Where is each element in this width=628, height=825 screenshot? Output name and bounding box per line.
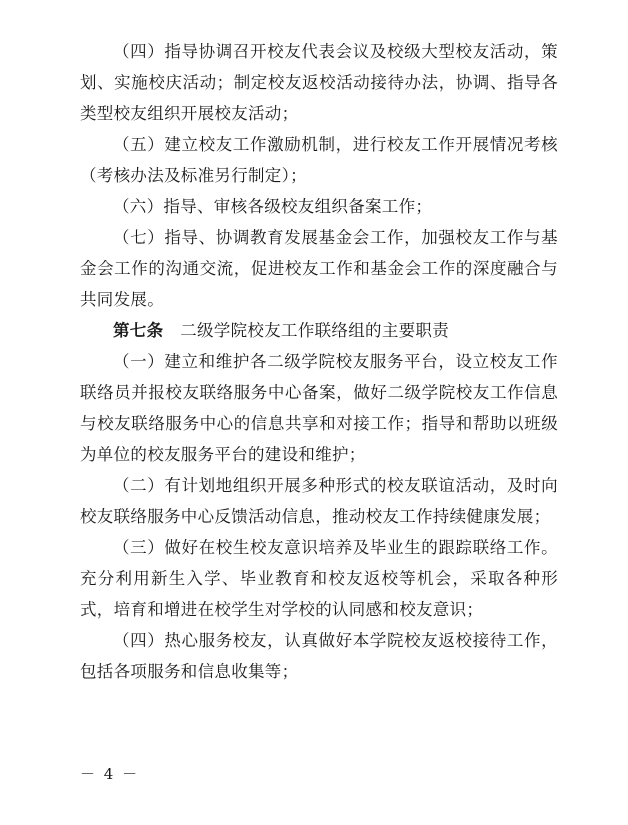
paragraph-item-4: （四）指导协调召开校友代表会议及校级大型校友活动，策划、实施校庆活动；制定校友返校活动接待办法，协调、指导各类型校友组织开展校友活动； (80, 42, 558, 123)
page-number: － 4 － (80, 765, 140, 783)
article-7-title: 二级学院校友工作联络组的主要职责 (180, 321, 450, 340)
article-7-item-4: （四）热心服务校友，认真做好本学院校友返校接待工作，包括各项服务和信息收集等； (80, 631, 558, 681)
paragraph-item-6: （六）指导、审核各级校友组织备案工作； (113, 197, 433, 216)
document-body (80, 36, 558, 687)
article-7-item-2: （二）有计划地组织开展多种形式的校友联谊活动，及时向校友联络服务中心反馈活动信息，推动校友工作持续健康发展； (80, 476, 558, 526)
paragraph-item-7: （七）指导、协调教育发展基金会工作，加强校友工作与基金会工作的沟通交流，促进校友工作和基金会工作的深度融合与共同发展。 (80, 228, 558, 309)
article-7-number: 第七条 (113, 321, 164, 340)
paragraph-item-5: （五）建立校友工作激励机制，进行校友工作开展情况考核（考核办法及标准另行制定）； (80, 135, 558, 185)
article-7-heading (80, 315, 558, 346)
article-7-item-1: （一）建立和维护各二级学院校友服务平台，设立校友工作联络员并报校友联络服务中心备案，做好二级学院校友工作信息与校友联络服务中心的信息共享和对接工作；指导和帮助以班级为单位的校友服务平台的建设和维护； (80, 352, 558, 464)
article-7-item-3: （三）做好在校生校友意识培养及毕业生的跟踪联络工作。充分利用新生入学、毕业教育和校友返校等机会，采取各种形式，培育和增进在校学生对学校的认同感和校友意识； (80, 538, 558, 619)
